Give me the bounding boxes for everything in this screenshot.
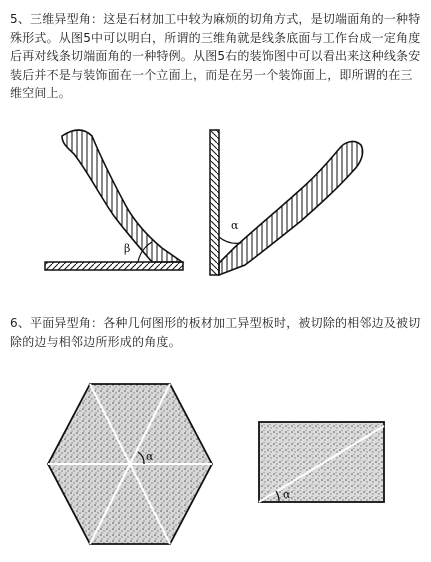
molding-profile bbox=[219, 142, 363, 275]
figure-5-right bbox=[205, 125, 370, 285]
molding-profile bbox=[62, 130, 182, 262]
rect-alpha-label: α bbox=[283, 488, 291, 501]
beta-label: β bbox=[124, 242, 131, 255]
angle-arc-alpha bbox=[219, 237, 241, 243]
figure-6-rectangle bbox=[255, 418, 390, 508]
section-6-paragraph: 6、平面异型角：各种几何图形的板材加工异型板时，被切除的相邻边及被切除的边与相邻边所形成的角度。 bbox=[10, 316, 421, 349]
hexagon-alpha-label: α bbox=[146, 450, 154, 463]
vertical-wall bbox=[210, 130, 219, 275]
figure-5-left bbox=[40, 120, 190, 280]
base-plate bbox=[45, 262, 183, 270]
section-5-paragraph: 5、三维异型角：这是石材加工中较为麻烦的切角方式，是切端面角的一种特殊形式。从图5中可以明白，所谓的三维角就是线条底面与工作台成一定角度后再对线条切端面角的一种特例。从图5右的装饰图中可以看出来这种线条安装后并不是与装饰面在一个立面上，而是在另一个装饰面上，即所谓的在三维空间上。 bbox=[10, 12, 421, 100]
figure-6-hexagon bbox=[40, 378, 220, 550]
alpha-label: α bbox=[231, 219, 239, 232]
